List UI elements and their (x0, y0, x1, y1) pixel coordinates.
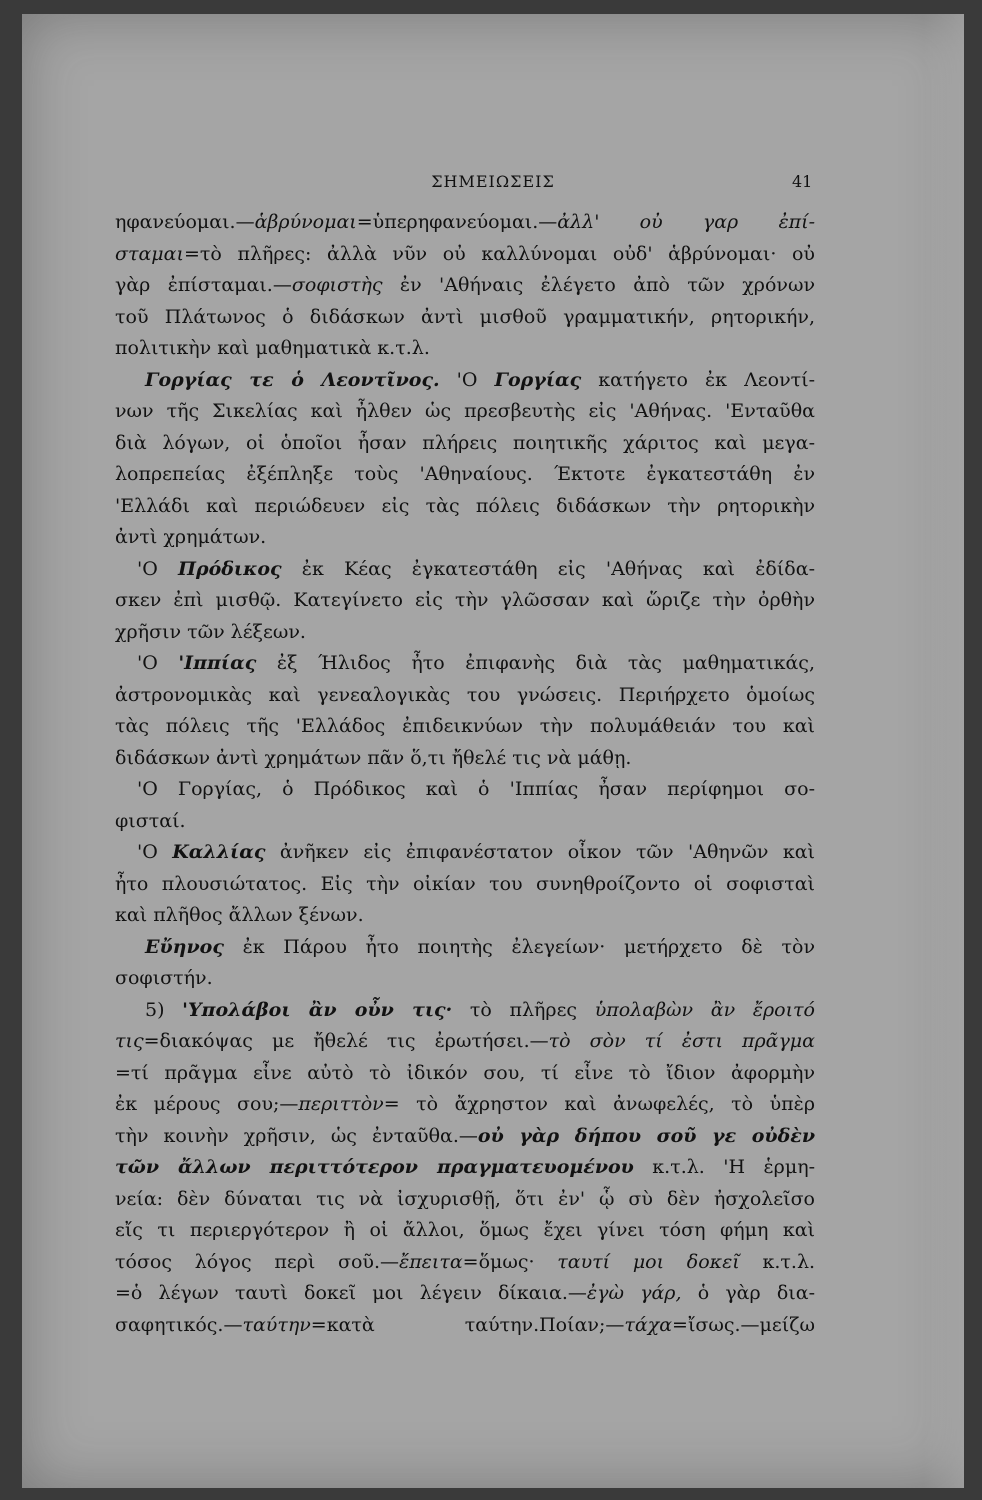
text-segment: ἐκ Κέας ἐγκατεστάθη εἰς 'Αθήνας καὶ ἐδίδα- (281, 557, 815, 580)
text-segment: περιττὸν (298, 1093, 384, 1115)
text-segment: Γοργίας (494, 368, 582, 391)
text-segment: 'Ο (137, 652, 179, 674)
text-segment: ὑπολαβὼν ἂν ἔροιτό (594, 998, 815, 1021)
text-segment: ἁβρύνομαι (254, 211, 357, 233)
page-number: 41 (792, 172, 813, 191)
text-segment: 5) (145, 998, 183, 1021)
text-segment: =διακόψας με ἤθελέ τις ἐρωτήσει.— (143, 1030, 549, 1052)
text-segment: κ.τ.λ. 'Η ἑρμη- (633, 1156, 815, 1178)
text-segment: ἐγὼ γάρ, (586, 1282, 682, 1304)
text-line (115, 963, 815, 995)
text-segment: Γοργίας τε ὁ Λεοντῖνος. (145, 368, 440, 391)
text-segment: ἀντὶ χρημάτων. (115, 526, 267, 548)
book-page (22, 14, 964, 1488)
text-segment: 'Υπολάβοι ἂν οὖν τις· (182, 998, 453, 1021)
text-segment: ταυτί μοι δοκεῖ (557, 1250, 740, 1273)
text-line (115, 617, 815, 649)
text-segment: =ὅμως· (462, 1250, 558, 1273)
text-segment: τὴν κοινὴν χρῆσιν, ὡς ἐνταῦθα.— (115, 1124, 478, 1147)
text-segment: φισταί. (115, 809, 186, 832)
text-line (115, 302, 815, 334)
text-line (115, 932, 815, 964)
text-segment: ἐν 'Αθήναις ἐλέγετο ἀπὸ τῶν χρόνων (382, 274, 815, 296)
text-line (115, 459, 815, 491)
text-line (115, 869, 815, 901)
text-line (115, 1184, 815, 1216)
text-line (115, 239, 815, 271)
text-segment: τὸ πλῆρες (452, 998, 595, 1021)
text-segment: ἀστρονομικὰς καὶ γενεαλογικὰς του γνώσεις. Περιήρχετο ὁμοίως (115, 683, 815, 706)
text-segment: νεία: δὲν δύναται τις νὰ ἰσχυρισθῇ, ὅτι ἐν' ᾧ σὺ δὲν ἠσχολεῖσο (115, 1187, 815, 1210)
text-line (115, 1026, 815, 1058)
text-segment: 'Ο (137, 841, 173, 863)
text-line (115, 648, 815, 680)
text-segment: οὐ γὰρ δήπου σοῦ γε οὐδὲν (477, 1124, 815, 1147)
text-line (115, 333, 815, 365)
text-segment: =τὸ πλῆρες: ἀλλὰ νῦν οὐ καλλύνομαι οὐδ' ἁβρύνομαι· οὐ (183, 242, 815, 265)
text-line (115, 1215, 815, 1247)
text-segment: διδάσκων ἀντὶ χρημάτων πᾶν ὅ,τι ἤθελέ τις νὰ μάθῃ. (115, 746, 632, 769)
text-segment: ἔπειτα (399, 1250, 463, 1273)
text-line (115, 585, 815, 617)
text-line (115, 806, 815, 838)
text-line (115, 711, 815, 743)
text-segment: ἦτο πλουσιώτατος. Εἰς τὴν οἰκίαν του συνηθροίζοντο οἱ σοφισταὶ (115, 872, 815, 895)
text-segment: σταμαι (115, 242, 184, 265)
text-segment: 'Ο Γοργίας, ὁ Πρόδικος καὶ ὁ 'Ιππίας ἦσαν περίφημοι σο- (137, 778, 815, 800)
text-segment: ἐκ μέρους σου;— (115, 1093, 299, 1115)
text-segment: τὰς πόλεις τῆς 'Ελλάδος ἐπιδεικνύων τὴν πολυμάθειάν του καὶ (115, 715, 815, 737)
text-segment: σκεν ἐπὶ μισθῷ. Κατεγίνετο εἰς τὴν γλῶσσαν καὶ ὥριζε τὴν ὀρθὴν (115, 589, 815, 611)
text-segment: ἐξ Ήλιδος ἦτο ἐπιφανὴς διὰ τὰς μαθηματικάς, (256, 652, 815, 674)
text-segment: Πρόδικος (178, 557, 282, 580)
text-line (115, 207, 815, 239)
text-line (115, 396, 815, 428)
text-segment: =κατὰ ταύτην.Ποίαν;— (310, 1313, 625, 1336)
text-segment: τάχα (624, 1313, 673, 1336)
text-line (115, 680, 815, 712)
text-segment: =τί πρᾶγμα εἶνε αὐτὸ τὸ ἰδικόν σου, τί εἶνε τὸ ἴδιον ἀφορμὴν (115, 1061, 815, 1084)
text-segment: Καλλίας (172, 841, 266, 863)
text-line (115, 837, 815, 869)
text-line (115, 491, 815, 523)
text-segment: διὰ λόγων, οἱ ὁποῖοι ἦσαν πλήρεις ποιητικῆς χάριτος καὶ μεγα- (115, 431, 815, 454)
text-line (115, 1152, 815, 1184)
text-segment: 'Ελλάδι καὶ περιώδευεν εἰς τὰς πόλεις διδάσκων τὴν ρητορικὴν (115, 494, 815, 517)
text-line (115, 1247, 815, 1279)
text-segment: σαφητικός.— (115, 1313, 243, 1336)
text-line (115, 1310, 815, 1342)
text-segment: ηφανεύομαι.— (115, 211, 255, 233)
text-segment: 'Ιππίας (178, 652, 257, 674)
text-segment: καὶ πλῆθος ἄλλων ξένων. (115, 904, 364, 926)
text-segment: ἀλλ' οὐ γαρ ἐπί- (557, 211, 815, 233)
text-line (115, 743, 815, 775)
text-line (115, 774, 815, 806)
text-segment: τόσος λόγος περὶ σοῦ.— (115, 1250, 399, 1273)
text-segment: τὸ σὸν τί ἐστι πρᾶγμα (548, 1030, 815, 1052)
text-segment: = τὸ ἄχρηστον καὶ ἀνωφελές, τὸ ὑπὲρ (383, 1093, 815, 1115)
text-segment: ἀνῆκεν εἰς ἐπιφανέστατον οἶκον τῶν 'Αθηνῶν καὶ (265, 841, 815, 863)
text-line (115, 522, 815, 554)
text-line (115, 428, 815, 460)
text-line (115, 270, 815, 302)
text-line (115, 1089, 815, 1121)
text-segment: 'Ο (137, 557, 178, 580)
text-segment: =ὑπερηφανεύομαι.— (356, 211, 558, 233)
text-segment: ἐκ Πάρου ἦτο ποιητὴς ἐλεγείων· μετήρχετο δὲ τὸν (223, 935, 815, 958)
page-header (22, 172, 964, 196)
body-text (115, 207, 815, 1341)
text-segment: =ἴσως.—μείζω (672, 1313, 815, 1336)
text-segment: τοῦ Πλάτωνος ὁ διδάσκων ἀντὶ μισθοῦ γραμματικήν, ρητορικήν, (115, 305, 815, 328)
text-segment: ὁ γὰρ δια- (681, 1282, 815, 1304)
text-segment: ταύτην (242, 1313, 311, 1336)
text-segment: χρῆσιν τῶν λέξεων. (115, 620, 306, 643)
text-line (115, 1058, 815, 1090)
text-line (115, 554, 815, 586)
text-segment: νων τῆς Σικελίας καὶ ἦλθεν ὡς πρεσβευτὴς εἰς 'Αθήνας. 'Ενταῦθα (115, 400, 815, 422)
text-segment: λοπρεπείας ἐξέπληξε τοὺς 'Αθηναίους. Έκτοτε ἐγκατεστάθη ἐν (115, 463, 815, 485)
text-line (115, 1121, 815, 1153)
text-segment: τῶν ἄλλων περιττότερον πραγματευομένου (115, 1156, 634, 1178)
text-segment: τις (115, 1030, 144, 1052)
text-segment: κ.τ.λ. (739, 1250, 815, 1273)
text-line (115, 900, 815, 932)
text-segment: Εὔηνος (145, 935, 224, 958)
text-line (115, 995, 815, 1027)
text-segment: πολιτικὴν καὶ μαθηματικὰ κ.τ.λ. (115, 337, 430, 359)
text-segment: σοφιστὴς (291, 274, 383, 296)
text-segment: σοφιστήν. (115, 967, 213, 989)
text-segment: =ὁ λέγων ταυτὶ δοκεῖ μοι λέγειν δίκαια.— (115, 1282, 587, 1304)
text-line (115, 1278, 815, 1310)
running-head: ΣΗΜΕΙΩΣΕΙΣ (431, 172, 555, 191)
text-segment: εἴς τι περιεργότερον ἢ οἱ ἄλλοι, ὅμως ἔχει γίνει τόση φήμη καὶ (115, 1219, 815, 1241)
text-segment: γὰρ ἐπίσταμαι.— (115, 274, 292, 296)
text-segment: 'Ο (439, 368, 495, 391)
text-line (115, 365, 815, 397)
text-segment: κατήγετο ἐκ Λεοντί- (581, 368, 815, 391)
